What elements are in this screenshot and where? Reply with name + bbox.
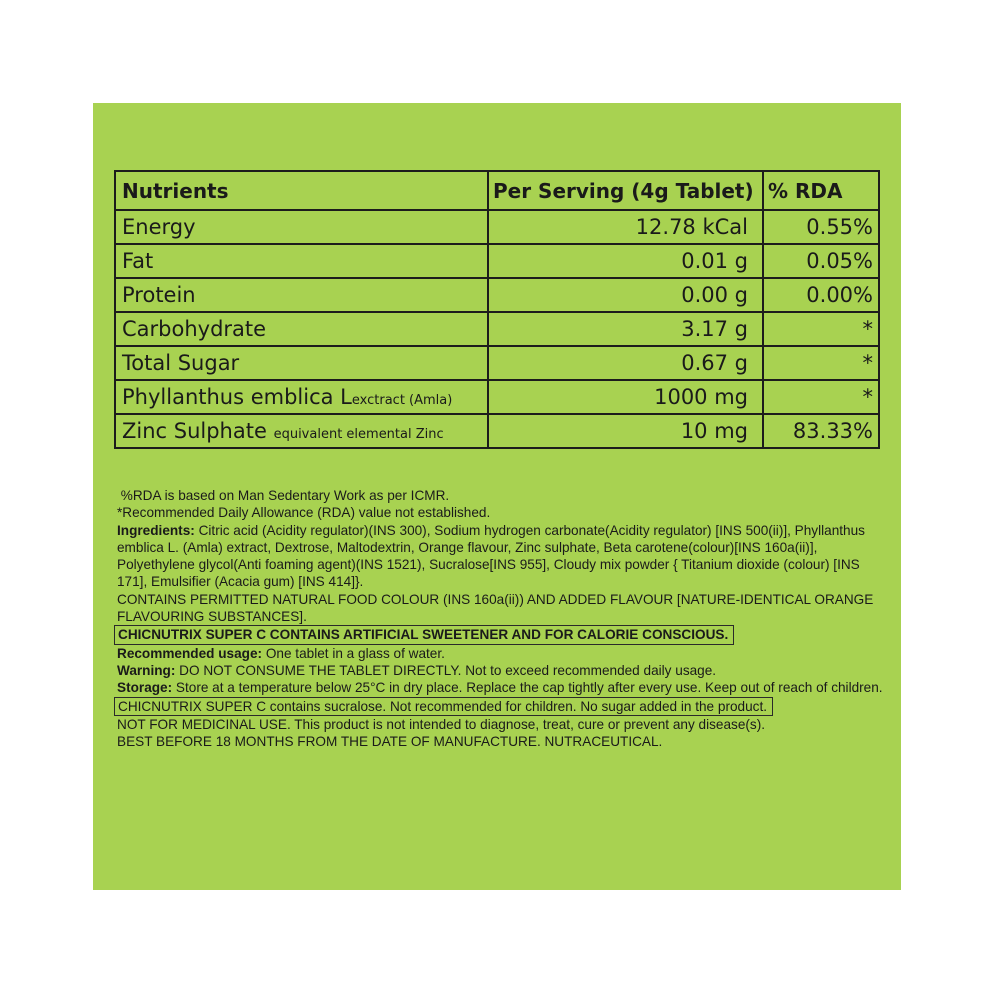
nutrient-name — [115, 312, 488, 346]
nutrient-sublabel: equivalent elemental Zinc — [273, 427, 444, 442]
sweetener-warning-line — [117, 625, 887, 644]
nutrient-rda: 0.00% — [763, 278, 879, 312]
table-row — [115, 312, 879, 346]
ingredients-section — [117, 522, 887, 591]
nutrient-value: 0.00 g — [488, 278, 763, 312]
usage-text: One tablet in a glass of water. — [262, 645, 445, 661]
sucralose-note-line — [117, 697, 887, 716]
label-notes — [117, 487, 887, 750]
warning-text: DO NOT CONSUME THE TABLET DIRECTLY. Not to exceed recommended daily usage. — [175, 662, 717, 678]
sucralose-note: CHICNUTRIX SUPER C contains sucralose. Not recommended for children. No sugar added in the product. — [114, 697, 773, 716]
rda-basis-note — [117, 487, 887, 504]
nutrient-name — [115, 414, 488, 448]
warning-section — [117, 662, 887, 679]
header-rda: % RDA — [763, 171, 879, 210]
nutrient-label: Carbohydrate — [122, 317, 267, 341]
warning-label: Warning: — [117, 662, 176, 678]
nutrient-name — [115, 346, 488, 380]
medicinal-note: NOT FOR MEDICINAL USE. This product is not intended to diagnose, treat, cure or prevent any disease(s). — [117, 716, 766, 732]
storage-text: Store at a temperature below 25°C in dry place. Replace the cap tightly after every use. Keep out of reach of children. — [172, 680, 883, 696]
nutrient-name — [115, 244, 488, 278]
nutrient-rda: * — [763, 312, 879, 346]
table-header-row — [115, 171, 879, 210]
storage-section — [117, 679, 887, 696]
nutrient-value: 10 mg — [488, 414, 763, 448]
nutrient-rda: * — [763, 380, 879, 414]
table-row — [115, 346, 879, 380]
nutrient-rda: 83.33% — [763, 414, 879, 448]
nutrient-value: 1000 mg — [488, 380, 763, 414]
nutrient-name — [115, 278, 488, 312]
nutrient-sublabel: exctract (Amla) — [351, 393, 453, 408]
table-row — [115, 210, 879, 244]
ingredients-text: Citric acid (Acidity regulator)(INS 300), Sodium hydrogen carbonate(Acidity regulator) [INS 500(ii)], Phyllanthus emblica L. (Amla) extract, Dextrose, Maltodextrin, Orange flavour, Zinc sulphate, Beta carotene(colour)[INS 160a(ii)], Polyethylene glycol(Anti foaming agent)(INS 1521), Sucralose[INS 955], Cloudy mix powder { Titanium dioxide (colour) [INS 171], Emulsifier (Acacia gum) [INS 414]}. — [117, 522, 865, 590]
table-row — [115, 278, 879, 312]
nutrition-table — [114, 170, 880, 449]
table-row — [115, 414, 879, 448]
usage-section — [117, 645, 887, 662]
sweetener-warning: CHICNUTRIX SUPER C CONTAINS ARTIFICIAL SWEETENER AND FOR CALORIE CONSCIOUS. — [114, 625, 734, 644]
colour-statement: CONTAINS PERMITTED NATURAL FOOD COLOUR (INS 160a(ii)) AND ADDED FLAVOUR [NATURE-IDENTICAL ORANGE FLAVOURING SUBSTANCES]. — [117, 591, 874, 625]
ingredients-label: Ingredients: — [117, 522, 195, 538]
rda-basis-text: %RDA is based on Man Sedentary Work as per ICMR. — [120, 488, 450, 503]
table-row — [115, 380, 879, 414]
nutrient-rda: 0.55% — [763, 210, 879, 244]
rda-not-established-note: *Recommended Daily Allowance (RDA) value not established. — [117, 505, 491, 521]
header-per-serving: Per Serving (4g Tablet) — [488, 171, 763, 210]
nutrient-name — [115, 210, 488, 244]
nutrient-value: 0.67 g — [488, 346, 763, 380]
header-nutrients: Nutrients — [115, 171, 488, 210]
nutrient-value: 0.01 g — [488, 244, 763, 278]
best-before-note: BEST BEFORE 18 MONTHS FROM THE DATE OF MANUFACTURE. NUTRACEUTICAL. — [117, 734, 663, 750]
nutrient-label: Protein — [122, 283, 196, 307]
table-row — [115, 244, 879, 278]
nutrient-label: Zinc Sulphate — [122, 419, 267, 443]
nutrient-rda: * — [763, 346, 879, 380]
nutrient-name — [115, 380, 488, 414]
storage-label: Storage: — [117, 680, 173, 696]
nutrient-label: Energy — [122, 215, 196, 239]
nutrient-rda: 0.05% — [763, 244, 879, 278]
label-panel — [93, 103, 901, 890]
nutrient-value: 3.17 g — [488, 312, 763, 346]
nutrient-label: Total Sugar — [122, 351, 240, 375]
nutrient-value: 12.78 kCal — [488, 210, 763, 244]
nutrient-label: Fat — [122, 249, 154, 273]
nutrient-label: Phyllanthus emblica L — [122, 385, 352, 409]
usage-label: Recommended usage: — [117, 645, 263, 661]
